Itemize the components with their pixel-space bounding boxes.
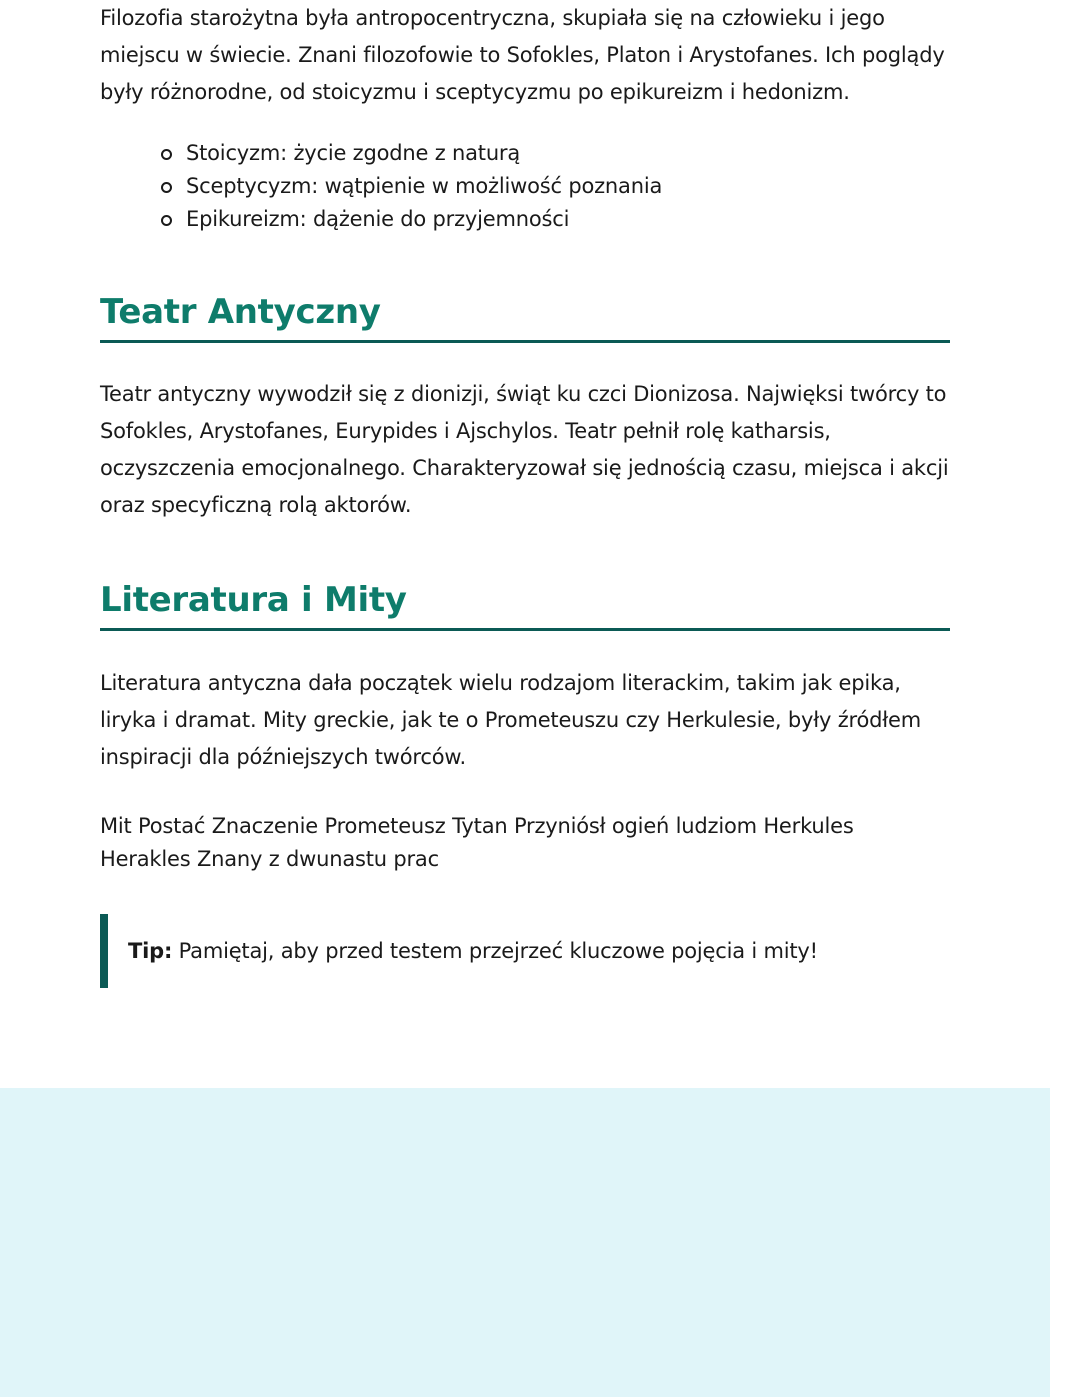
intro-paragraph: Filozofia starożytna była antropocentryczna, skupiała się na człowieku i jego miejscu w świecie. Znani filozofowie to Sofokles, Platon i Arystofanes. Ich poglądy były różnorodne, od stoicyzmu i sceptycyzmu po epikureizm i hedonizm.: [100, 6, 945, 104]
footer-band: [0, 1088, 1050, 1397]
teatr-paragraph: Teatr antyczny wywodził się z dionizji, świąt ku czci Dionizosa. Najwięksi twórcy to Sofokles, Arystofanes, Eurypides i Ajschylos. Teatr pełnił rolę katharsis, oczyszczenia emocjonalnego. Charakteryzował się jednością czasu, miejsca i akcji oraz specyficzną rolą aktorów.: [100, 382, 949, 517]
tip-message: Pamiętaj, aby przed testem przejrzeć kluczowe pojęcia i mity!: [172, 939, 818, 963]
philosophy-bullet-list: [186, 137, 662, 236]
list-item-text: Sceptycyzm: wątpienie w możliwość poznania: [186, 174, 663, 198]
circle-bullet-icon: [161, 215, 172, 226]
section-heading-literatura: Literatura i Mity: [100, 580, 950, 631]
list-item: [186, 137, 662, 170]
literatura-paragraph: Literatura antyczna dała początek wielu rodzajom literackim, takim jak epika, liryka i dramat. Mity greckie, jak te o Prometeuszu czy Herkulesie, były źródłem inspiracji dla późniejszych twórców.: [100, 671, 922, 769]
list-item-text: Stoicyzm: życie zgodne z naturą: [186, 141, 521, 165]
list-item: [186, 170, 662, 203]
list-item: [186, 203, 662, 236]
section-heading-teatr: Teatr Antyczny: [100, 292, 950, 343]
tip-callout: [100, 914, 950, 988]
myths-table-text: Mit Postać Znaczenie Prometeusz Tytan Przyniósł ogień ludziom Herkules Herakles Znany z dwunastu prac: [100, 814, 854, 871]
tip-text-line: [128, 933, 818, 970]
list-item-text: Epikureizm: dążenie do przyjemności: [186, 207, 570, 231]
circle-bullet-icon: [161, 149, 172, 160]
tip-label: Tip:: [128, 939, 173, 963]
circle-bullet-icon: [161, 182, 172, 193]
